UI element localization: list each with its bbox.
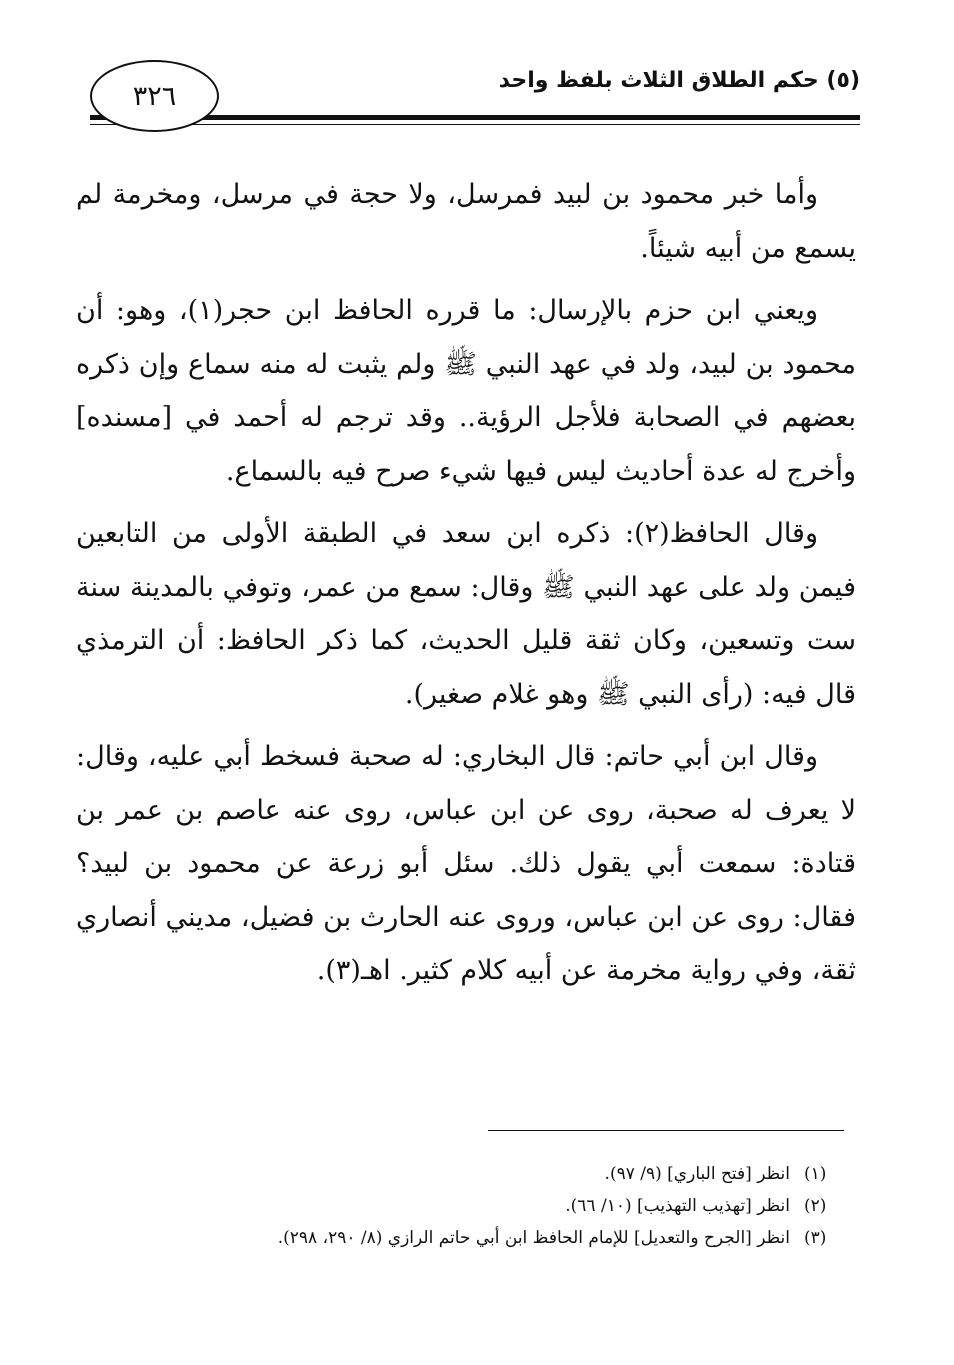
- footnote-text: انظر [الجرح والتعديل] للإمام الحافظ ابن أبي حاتم الرازي (٨/ ٢٩٠، ٢٩٨).: [277, 1228, 790, 1248]
- main-text: [76, 168, 856, 1007]
- footnote-number: (٣): [804, 1228, 827, 1248]
- footnotes: [76, 1158, 846, 1254]
- footnote-text: انظر [تهذيب التهذيب] (١٠/ ٦٦).: [565, 1196, 790, 1216]
- footnote-text: انظر [فتح الباري] (٩/ ٩٧).: [604, 1164, 790, 1184]
- paragraph: وقال الحافظ(٢): ذكره ابن سعد في الطبقة الأولى من التابعين فيمن ولد على عهد النبي ﷺ وقال: سمع من عمر، وتوفي بالمدينة سنة ست وتسعين، وكان ثقة قليل الحديث، كما ذكر الحافظ: أن الترمذي قال فيه: (رأى النبي ﷺ وهو غلام صغير).: [76, 518, 856, 710]
- header-rule-thin: [90, 124, 860, 125]
- paragraph: وأما خبر محمود بن لبيد فمرسل، ولا حجة في مرسل، ومخرمة لم يسمع من أبيه شيئاً.: [76, 179, 856, 264]
- paragraph: وقال ابن أبي حاتم: قال البخاري: له صحبة فسخط أبي عليه، وقال: لا يعرف له صحبة، روى عن ابن عباس، روى عنه عاصم بن عمر بن قتادة: سمعت أبي يقول ذلك. سئل أبو زرعة عن محمود بن لبيد؟ فقال: روى عن ابن عباس، وروى عنه الحارث بن فضيل، مديني أنصاري ثقة، وفي رواية مخرمة عن أبيه كلام كثير. اهـ(٣).: [76, 741, 856, 986]
- footnote-separator: [488, 1130, 844, 1131]
- chapter-title: (٥) حكم الطلاق الثلاث بلفظ واحد: [498, 68, 860, 93]
- footnote-number: (٢): [804, 1196, 827, 1216]
- footnote: [76, 1190, 846, 1222]
- page-header: [90, 60, 860, 150]
- footnote-number: (١): [804, 1164, 827, 1184]
- footnote: [76, 1222, 846, 1254]
- paragraph: ويعني ابن حزم بالإرسال: ما قرره الحافظ ابن حجر(١)، وهو: أن محمود بن لبيد، ولد في عهد النبي ﷺ ولم يثبت له منه سماع وإن ذكره بعضهم في الصحابة فلأجل الرؤية.. وقد ترجم له أحمد في [مسنده] وأخرج له عدة أحاديث ليس فيها شيء صرح فيه بالسماع.: [76, 295, 856, 487]
- footnote: [76, 1158, 846, 1190]
- page-number: ٣٢٦: [90, 60, 219, 132]
